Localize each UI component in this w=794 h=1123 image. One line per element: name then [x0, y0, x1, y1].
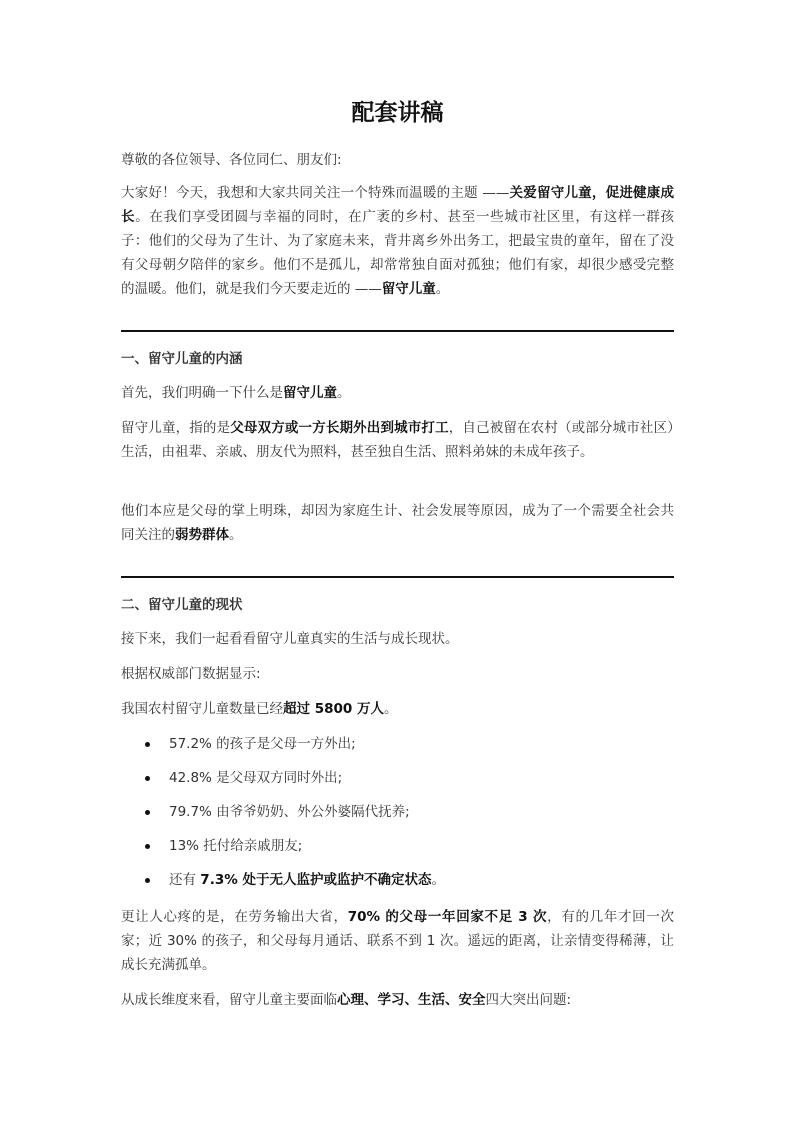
intro-text-1: 大家好！今天，我想和大家共同关注一个特殊而温暖的主题 ——	[121, 185, 510, 201]
list-item-text: 57.2% 的孩子是父母一方外出;	[169, 736, 356, 752]
section2-paragraph-4	[121, 905, 674, 977]
s1p1-bold: 留守儿童	[283, 385, 337, 401]
s2p4-text-1: 更让人心疼的是，在劳务输出大省，	[121, 909, 348, 925]
intro-subject-bold: 留守儿童	[381, 281, 436, 297]
section1-paragraph-1	[121, 381, 674, 405]
s1p2-bold: 父母双方或一方长期外出到城市打工	[230, 420, 449, 436]
s1p3-text-2: 。	[229, 527, 243, 543]
page-title: 配套讲稿	[351, 100, 444, 126]
list-item-text: 42.8% 是父母双方同时外出;	[169, 770, 343, 786]
section-divider-1	[121, 330, 674, 332]
intro-paragraph	[121, 181, 674, 301]
s1p3-text-1: 他们本应是父母的掌上明珠，却因为家庭生计、社会发展等原因，成为了一个需要全社会共同关注的	[121, 503, 674, 543]
bullet-icon	[145, 742, 150, 747]
section2-paragraph-1: 接下来，我们一起看看留守儿童真实的生活与成长现状。	[121, 631, 459, 647]
list-item	[121, 766, 674, 800]
section1-paragraph-2	[121, 416, 674, 464]
list-item	[121, 732, 674, 766]
section-divider-2	[121, 576, 674, 578]
s2p4-text-2: ，有的几年才回一次家；近 30% 的孩子，和父母每月通话、联系不到 1 次。遥远的距离，让亲情变得稀薄，让成长充满孤单。	[121, 909, 675, 973]
s2p3-bold: 超过 5800 万人	[283, 701, 384, 717]
s2p3-text-1: 我国农村留守儿童数量已经	[121, 701, 283, 717]
list-item-text: 79.7% 由爷爷奶奶、外公外婆隔代抚养;	[169, 804, 410, 820]
list-item-text-2: 。	[431, 872, 445, 888]
s2p5-text-1: 从成长维度来看，留守儿童主要面临	[121, 992, 337, 1008]
s1p2-text-2: ，自己被留在农村（或部分城市社区）生活，由祖辈、亲戚、朋友代为照料，甚至独自生活、照料弟妹的未成年孩子。	[121, 420, 674, 460]
list-item-bold: 7.3% 处于无人监护或监护不确定状态	[200, 872, 432, 888]
list-item-text-1: 还有	[169, 872, 201, 888]
section2-paragraph-5	[121, 988, 674, 1012]
bullet-icon	[145, 844, 150, 849]
s2p4-bold: 70% 的父母一年回家不足 3 次	[347, 909, 548, 925]
intro-theme-bold: 关爱留守儿童，促进健康成长	[121, 185, 675, 225]
list-item	[121, 834, 674, 868]
bullet-icon	[145, 776, 150, 781]
bullet-icon	[145, 878, 150, 883]
s2p3-text-2: 。	[383, 701, 398, 717]
section2-paragraph-2: 根据权威部门数据显示:	[121, 666, 261, 682]
statistics-list	[121, 732, 674, 902]
s1p3-bold: 弱势群体	[175, 527, 229, 543]
greeting-paragraph: 尊敬的各位领导、各位同仁、朋友们:	[121, 152, 342, 168]
section1-paragraph-3	[121, 499, 674, 547]
list-item-text: 13% 托付给亲戚朋友;	[169, 838, 303, 854]
intro-text-2: 。在我们享受团圆与幸福的同时，在广袤的乡村、甚至一些城市社区里，有这样一群孩子：他们的父母为了生计、为了家庭未来，背井离乡外出务工，把最宝贵的童年，留在了没有父母朝夕陪伴的家乡。他们不是孤儿，却常常独自面对孤独；他们有家，却很少感受完整的温暖。他们，就是我们今天要走近的 ——	[121, 209, 675, 297]
list-item	[121, 800, 674, 834]
list-item	[121, 868, 674, 902]
section2-heading: 二、留守儿童的现状	[121, 597, 243, 613]
s2p5-text-2: 四大突出问题:	[485, 992, 572, 1008]
s1p2-text-1: 留守儿童，指的是	[121, 420, 231, 436]
bullet-icon	[145, 810, 150, 815]
section2-paragraph-3	[121, 697, 674, 721]
s1p1-text-2: 。	[337, 385, 351, 401]
s1p1-text-1: 首先，我们明确一下什么是	[121, 385, 283, 401]
intro-text-3: 。	[435, 281, 450, 297]
s2p5-bold: 心理、学习、生活、安全	[337, 992, 486, 1008]
section1-heading: 一、留守儿童的内涵	[121, 351, 243, 367]
